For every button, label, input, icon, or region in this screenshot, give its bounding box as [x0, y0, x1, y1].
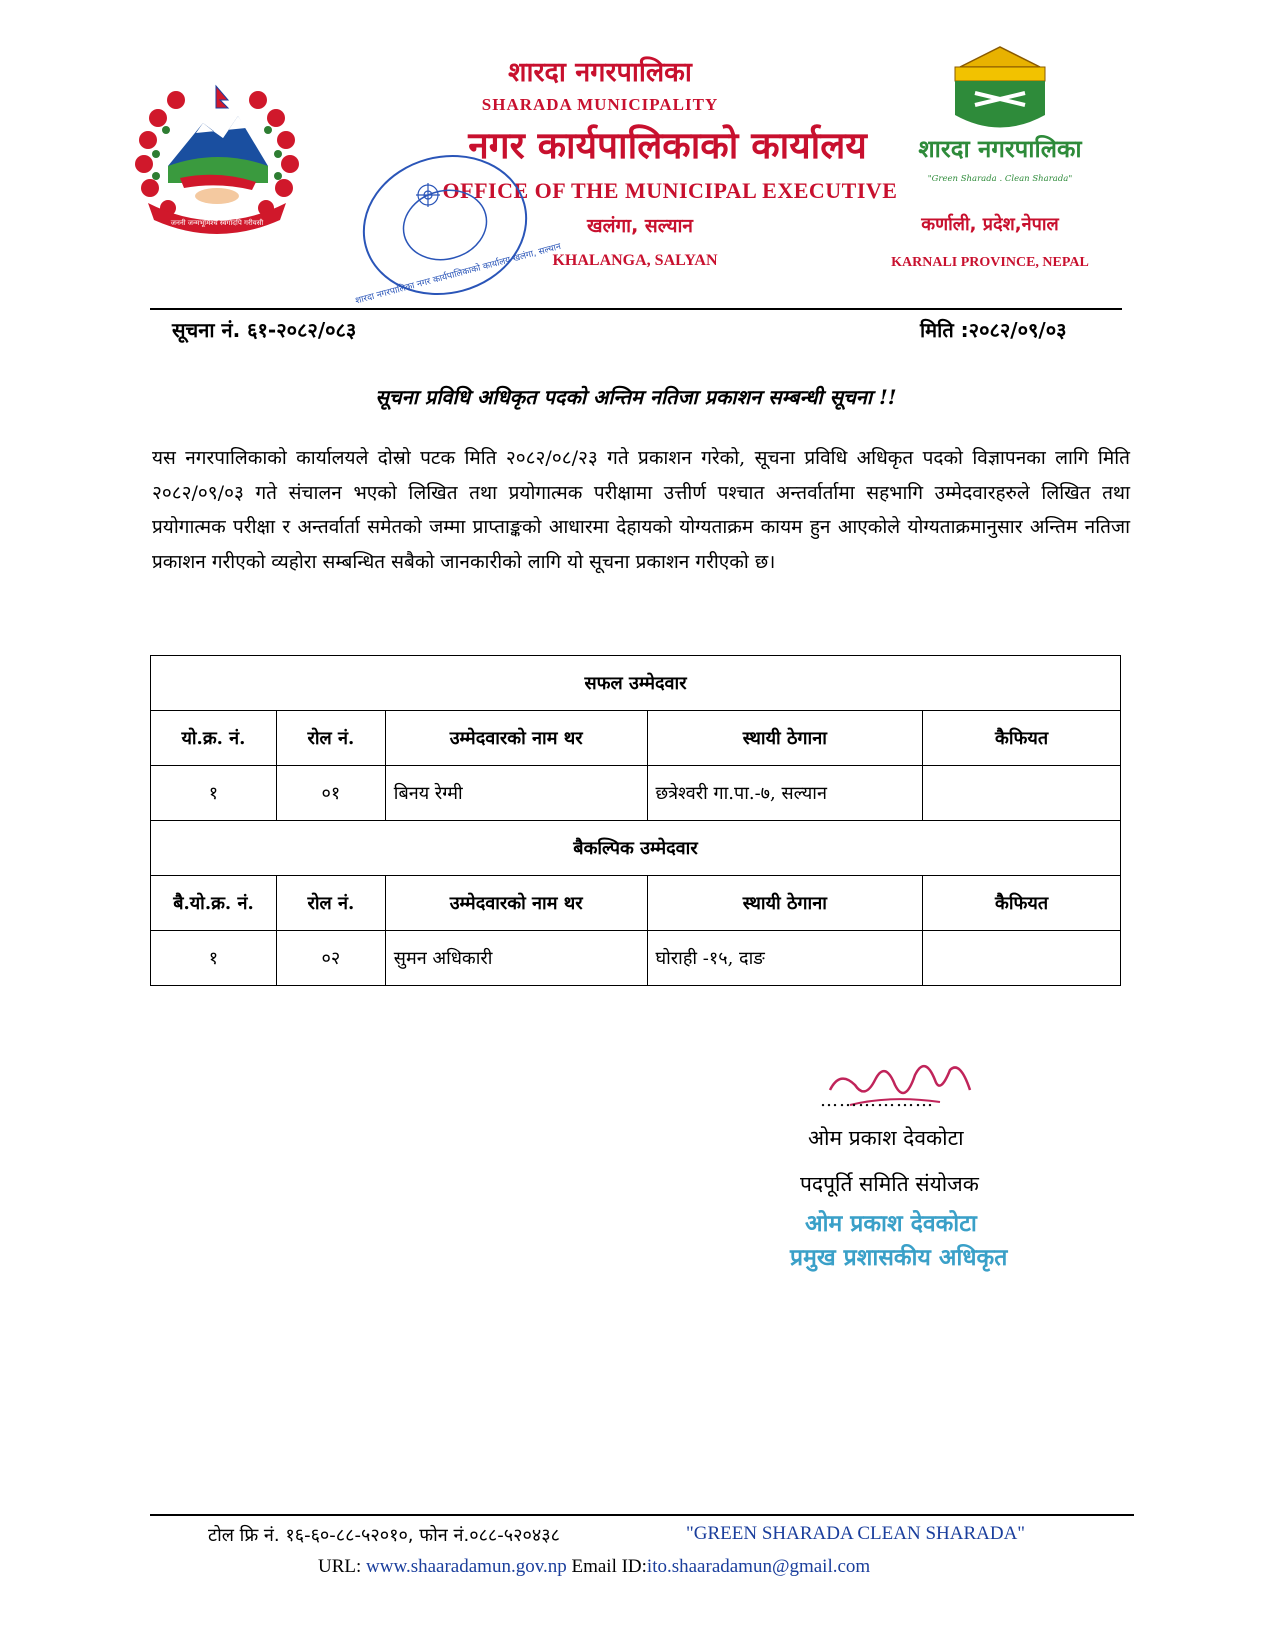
nepal-emblem: [128, 78, 306, 238]
notice-title: सूचना प्रविधि अधिकृत पदको अन्तिम नतिजा प्रकाशन सम्बन्धी सूचना !!: [375, 385, 897, 409]
footer-phones: टोल फ्रि नं. १६-६०-८८-५२०१०, फोन नं.०८८-५२०४३८: [208, 1525, 560, 1546]
office-name-en: OFFICE OF THE MUNICIPAL EXECUTIVE: [442, 178, 898, 203]
place-np: खलंगा, सल्यान: [587, 215, 693, 237]
signatory-name: ओम प्रकाश देवकोटा: [808, 1126, 964, 1150]
place-en: KHALANGA, SALYAN: [552, 252, 718, 269]
url-label: URL:: [318, 1556, 367, 1577]
alternate-title-row: [151, 821, 1121, 876]
cell-name: बिनय रेग्मी: [385, 766, 647, 821]
cell-address: छत्रेश्वरी गा.पा.-७, सल्यान: [647, 766, 923, 821]
footer-rule: [150, 1514, 1134, 1516]
office-name-np: नगर कार्यपालिकाको कार्यालय: [468, 124, 867, 167]
successful-title-row: [151, 656, 1121, 711]
col-address: स्थायी ठेगाना: [647, 876, 923, 931]
emblem-motto: जननी जन्मभूमिश्च स्वर्गादपि गरीयसी: [170, 219, 264, 227]
alternate-header-row: [151, 876, 1121, 931]
province-np: कर्णाली, प्रदेश,नेपाल: [921, 214, 1059, 235]
stamp-designation: प्रमुख प्रशासकीय अधिकृत: [790, 1245, 1008, 1271]
cell-serial: १: [151, 766, 277, 821]
table-row: [151, 931, 1121, 986]
notice-number: सूचना नं. ६१-२०८२/०८३: [172, 318, 357, 342]
signature-dots: ………………: [820, 1090, 934, 1111]
results-table: [150, 655, 1121, 986]
cell-remarks: [923, 766, 1121, 821]
logo-text: शारदा नगरपालिका: [918, 135, 1082, 163]
table-row: [151, 766, 1121, 821]
successful-header-row: [151, 711, 1121, 766]
alternate-title: बैकल्पिक उम्मेदवार: [151, 821, 1121, 876]
col-serial: यो.क्र. नं.: [151, 711, 277, 766]
cell-serial: १: [151, 931, 277, 986]
col-roll: रोल नं.: [276, 711, 385, 766]
col-name: उम्मेदवारको नाम थर: [385, 876, 647, 931]
cell-roll: ०१: [276, 766, 385, 821]
cell-roll: ०२: [276, 931, 385, 986]
col-address: स्थायी ठेगाना: [647, 711, 923, 766]
sharada-logo: [915, 45, 1085, 195]
col-remarks: कैफियत: [923, 711, 1121, 766]
province-en: KARNALI PROVINCE, NEPAL: [891, 255, 1089, 270]
header-rule: [150, 308, 1122, 310]
footer-slogan: "GREEN SHARADA CLEAN SHARADA": [686, 1523, 1026, 1544]
col-remarks: कैफियत: [923, 876, 1121, 931]
cell-address: घोराही -१५, दाङ: [647, 931, 923, 986]
email-link[interactable]: ito.shaaradamun@gmail.com: [646, 1556, 871, 1577]
website-link[interactable]: www.shaaradamun.gov.np: [366, 1556, 567, 1577]
cell-name: सुमन अधिकारी: [385, 931, 647, 986]
notice-body: यस नगरपालिकाको कार्यालयले दोस्रो पटक मिति २०८२/०८/२३ गते प्रकाशन गरेको, सूचना प्रविधि अधिकृत पदको विज्ञापनका लागि मिति २०८२/०९/०३ गते संचालन भएको लिखित तथा प्रयोगात्मक परीक्षामा उत्तीर्ण पश्चात अन्तर्वार्तामा सहभागि उम्मेदवारहरुले लिखित तथा प्रयोगात्मक परीक्षा र अन्तर्वार्ता समेतको जम्मा प्राप्ताङ्कको आधारमा देहायको योग्यताक्रम कायम हुन आएकोले योग्यताक्रमानुसार अन्तिम नतिजा प्रकाशन गरीएको व्यहोरा सम्बन्धित सबैको जानकारीको लागि यो सूचना प्रकाशन गरीएको छ।: [152, 447, 1130, 573]
cell-remarks: [923, 931, 1121, 986]
notice-date: मिति :२०८२/०९/०३: [920, 318, 1067, 342]
email-label: Email ID:: [566, 1556, 647, 1577]
logo-slogan: "Green Sharada . Clean Sharada": [927, 174, 1073, 184]
municipality-name-en: SHARADA MUNICIPALITY: [481, 95, 719, 114]
signatory-designation: पदपूर्ति समिति संयोजक: [800, 1172, 979, 1196]
seal-text: शारदा नगरपालिका नगर कार्यपालिकाको कार्यालय खलंगा, सल्यान: [354, 241, 563, 307]
office-seal: [350, 150, 563, 310]
successful-title: सफल उम्मेदवार: [151, 656, 1121, 711]
footer-contact: [318, 1556, 1018, 1578]
col-alt-serial: बै.यो.क्र. नं.: [151, 876, 277, 931]
municipality-name-np: शारदा नगरपालिका: [508, 57, 692, 88]
stamp-name: ओम प्रकाश देवकोटा: [805, 1211, 977, 1237]
col-name: उम्मेदवारको नाम थर: [385, 711, 647, 766]
col-roll: रोल नं.: [276, 876, 385, 931]
